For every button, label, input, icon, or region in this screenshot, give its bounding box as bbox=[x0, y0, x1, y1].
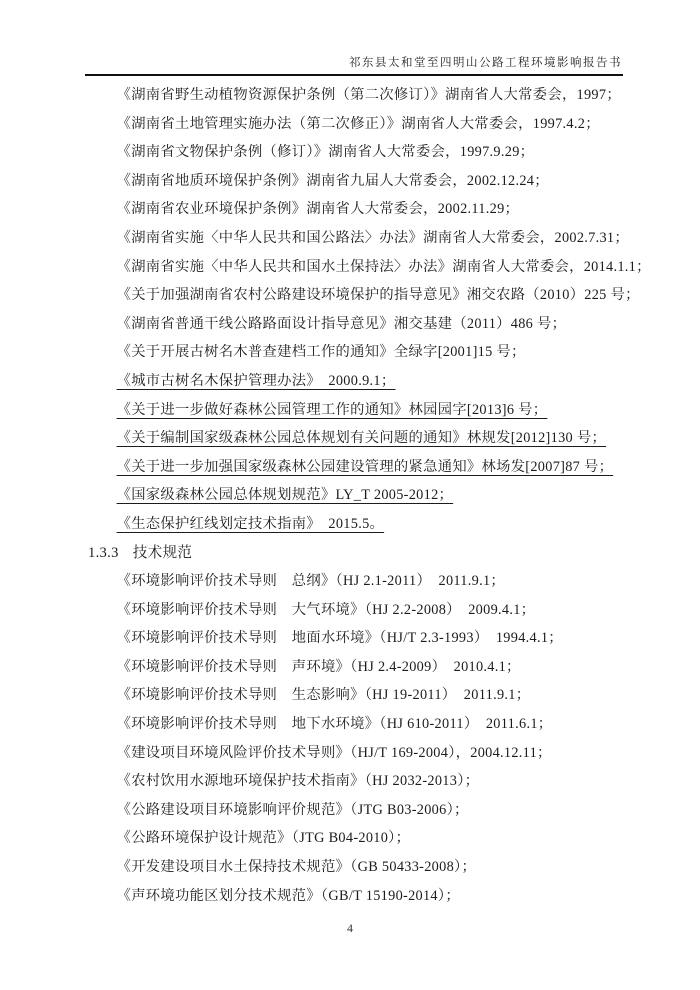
regulation-item: 《关于加强湖南省农村公路建设环境保护的指导意见》湘交农路（2010）225 号； bbox=[116, 287, 640, 304]
regulation-item-underlined: 《生态保护红线划定技术指南》 2015.5。 bbox=[116, 515, 385, 532]
section-title: 技术规范 bbox=[132, 544, 193, 561]
regulation-item: 《湖南省实施〈中华人民共和国公路法〉办法》湖南省人大常委会，2002.7.31； bbox=[116, 229, 629, 246]
regulation-item-underlined: 《关于编制国家级森林公园总体规划有关问题的通知》林规发[2012]130 号； bbox=[116, 430, 607, 447]
regulation-item-underlined: 《城市古树名木保护管理办法》 2000.9.1； bbox=[116, 372, 396, 389]
regulation-item: 《湖南省农业环境保护条例》湖南省人大常委会，2002.11.29； bbox=[116, 201, 520, 218]
technical-spec-item: 《环境影响评价技术导则 生态影响》（HJ 19-2011） 2011.9.1； bbox=[116, 687, 531, 704]
section-heading bbox=[88, 539, 624, 568]
regulation-item: 《湖南省地质环境保护条例》湖南省九届人大常委会，2002.12.24； bbox=[116, 172, 549, 189]
technical-spec-item: 《环境影响评价技术导则 地下水环境》（HJ 610-2011） 2011.6.1； bbox=[116, 716, 553, 733]
header-rule bbox=[85, 74, 623, 76]
document-body bbox=[88, 81, 651, 910]
regulation-item-underlined: 《关于进一步做好森林公园管理工作的通知》林园园字[2013]6 号； bbox=[116, 401, 548, 418]
header-title: 祁东县太和堂至四明山公路工程环境影响报告书 bbox=[349, 57, 622, 69]
technical-spec-item: 《农村饮用水源地环境保护技术指南》（HJ 2032-2013）； bbox=[116, 773, 480, 790]
technical-spec-item: 《建设项目环境风险评价技术导则》（HJ/T 169-2004），2004.12.11； bbox=[116, 744, 552, 761]
technical-spec-item: 《声环境功能区划分技术规范》（GB/T 15190-2014）； bbox=[116, 887, 460, 904]
regulation-item: 《湖南省野生动植物资源保护条例（第二次修订）》湖南省人大常委会，1997； bbox=[116, 87, 621, 103]
regulation-item: 《关于开展古树名木普查建档工作的通知》全绿字[2001]15 号； bbox=[116, 344, 526, 361]
technical-spec-item: 《环境影响评价技术导则 总纲》（HJ 2.1-2011） 2011.9.1； bbox=[116, 573, 505, 590]
technical-spec-item: 《公路建设项目环境影响评价规范》（JTG B03-2006）； bbox=[116, 801, 469, 818]
regulation-item: 《湖南省实施〈中华人民共和国水土保持法〉办法》湖南省人大常委会，2014.1.1； bbox=[116, 258, 651, 275]
regulation-item: 《湖南省土地管理实施办法（第二次修正）》湖南省人大常委会，1997.4.2； bbox=[116, 115, 600, 132]
technical-spec-item: 《环境影响评价技术导则 声环境》（HJ 2.4-2009） 2010.4.1； bbox=[116, 658, 521, 675]
regulation-item: 《湖南省文物保护条例（修订）》湖南省人大常委会，1997.9.29； bbox=[116, 144, 535, 161]
regulation-item: 《湖南省普通干线公路路面设计指导意见》湘交基建（2011）486 号； bbox=[116, 315, 567, 332]
technical-spec-item: 《环境影响评价技术导则 地面水环境》（HJ/T 2.3-1993） 1994.4.1； bbox=[116, 630, 563, 647]
section-number: 1.3.3 bbox=[88, 544, 119, 561]
technical-spec-item: 《环境影响评价技术导则 大气环境》（HJ 2.2-2008） 2009.4.1； bbox=[116, 601, 536, 618]
technical-spec-item: 《公路环境保护设计规范》（JTG B04-2010）； bbox=[116, 830, 411, 847]
page-number: 4 bbox=[347, 921, 353, 935]
regulation-item-underlined: 《国家级森林公园总体规划规范》LY_T 2005-2012； bbox=[116, 487, 454, 504]
technical-spec-item: 《开发建设项目水土保持技术规范》（GB 50433-2008）； bbox=[116, 859, 477, 876]
regulation-item-underlined: 《关于进一步加强国家级森林公园建设管理的紧急通知》林场发[2007]87 号； bbox=[116, 458, 614, 475]
